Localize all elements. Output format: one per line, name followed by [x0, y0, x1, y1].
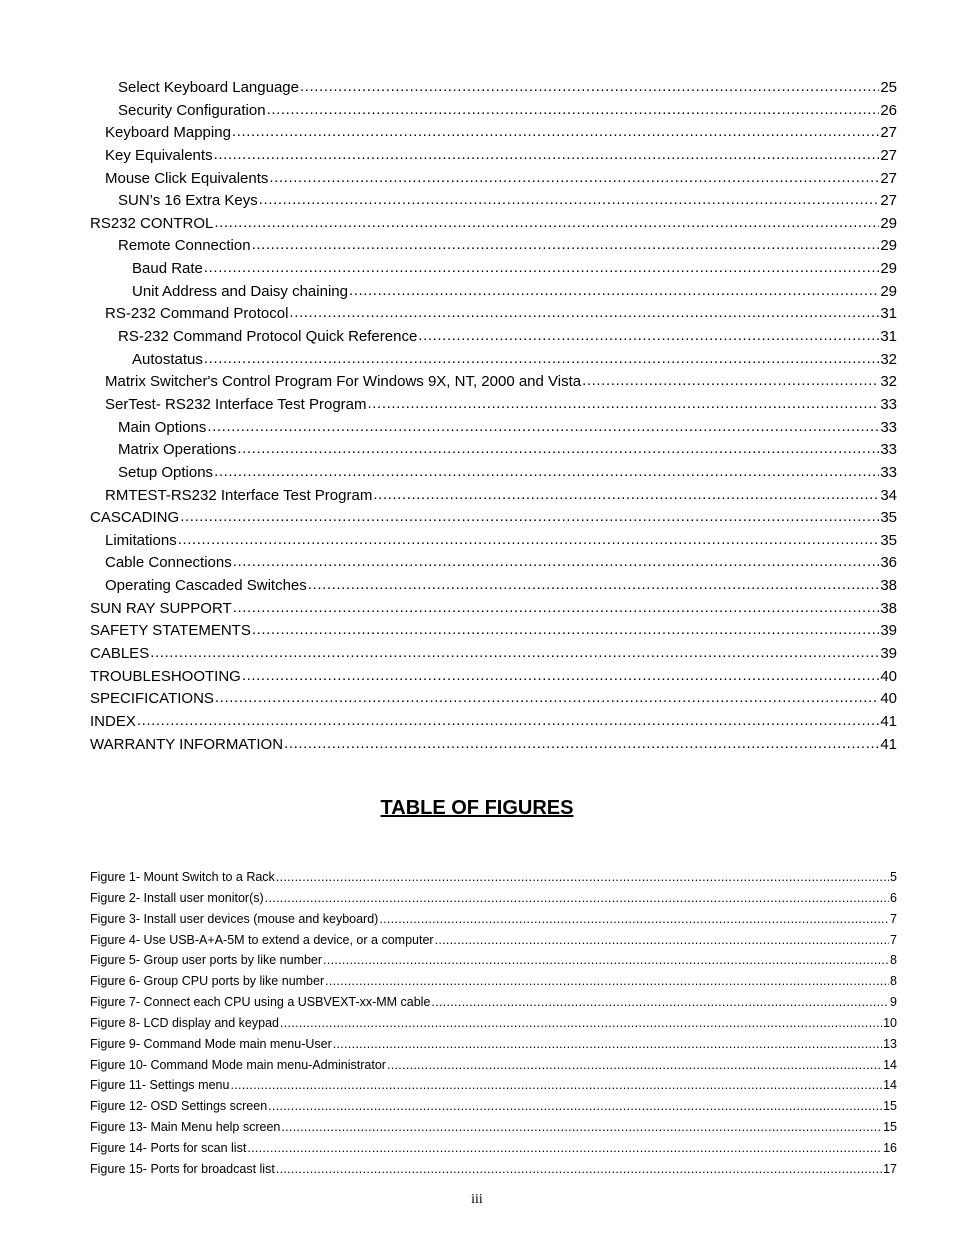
figure-entry-page: 16 [883, 1140, 897, 1155]
toc-entry-page: 40 [880, 690, 897, 708]
toc-entry-label: Select Keyboard Language [118, 79, 299, 96]
toc-entry-label: Matrix Operations [118, 441, 237, 459]
toc-entry[interactable] [90, 643, 897, 666]
toc-entry-page: 26 [880, 101, 897, 119]
toc-entry-label: Key Equivalents [105, 146, 213, 164]
dot-leader [325, 971, 889, 992]
dot-leader [269, 167, 879, 190]
figure-entry-page: 8 [890, 974, 897, 989]
figure-entry-page: 14 [883, 1078, 897, 1093]
figure-entry-page: 5 [890, 870, 897, 884]
toc-entry-page: 41 [880, 735, 897, 753]
toc-entry-page: 33 [880, 418, 897, 436]
figure-entry-page: 13 [883, 1036, 897, 1051]
dot-leader [207, 416, 879, 439]
dot-leader [368, 393, 880, 416]
figure-entry[interactable] [90, 950, 897, 971]
dot-leader [265, 888, 889, 909]
dot-leader [230, 1075, 882, 1096]
dot-leader [349, 280, 879, 303]
toc-entry-page: 31 [880, 328, 897, 346]
toc-entry[interactable] [90, 235, 897, 258]
toc-entry[interactable] [90, 417, 897, 440]
toc-entry[interactable] [90, 258, 897, 281]
toc-entry-page: 36 [880, 554, 897, 572]
toc-entry-page: 33 [880, 395, 897, 413]
dot-leader [379, 909, 889, 930]
toc-entry-page: 33 [880, 463, 897, 481]
figure-entry-label: Figure 6- Group CPU ports by like number [90, 974, 325, 989]
figure-entry-label: Figure 4- Use USB-A+A-5M to extend a device, or a computer [90, 932, 434, 947]
toc-entry-page: 34 [880, 486, 897, 504]
toc-entry-page: 41 [880, 712, 897, 730]
dot-leader [233, 597, 880, 620]
toc-entry-page: 27 [880, 169, 897, 187]
dot-leader [431, 992, 889, 1013]
toc-entry[interactable] [90, 303, 897, 326]
dot-leader [150, 642, 879, 665]
toc-entry[interactable] [90, 349, 897, 372]
toc-entry[interactable] [90, 145, 897, 168]
toc-entry-label: Matrix Switcher's Control Program For Windows 9X, NT, 2000 and Vista [105, 373, 582, 391]
toc-entry-label: Autostatus [132, 350, 203, 368]
figure-entry-label: Figure 13- Main Menu help screen [90, 1120, 281, 1135]
figure-entry-page: 7 [890, 911, 897, 926]
toc-entry-label: CASCADING [90, 509, 180, 527]
toc-entry-page: 27 [880, 146, 897, 164]
figure-entry[interactable] [90, 888, 897, 909]
toc-entry[interactable] [90, 168, 897, 191]
figure-entry-label: Figure 12- OSD Settings screen [90, 1099, 268, 1114]
figure-entry-page: 8 [890, 953, 897, 968]
dot-leader [214, 212, 879, 235]
toc-entry-label: Cable Connections [105, 554, 232, 572]
dot-leader [276, 867, 889, 888]
dot-leader [582, 370, 879, 393]
toc-entry-label: Security Configuration [118, 101, 266, 119]
toc-entry-label: Setup Options [118, 463, 214, 481]
dot-leader [333, 1034, 882, 1055]
figure-entry-label: Figure 8- LCD display and keypad [90, 1015, 279, 1030]
toc-entry-page: 27 [880, 124, 897, 142]
toc-entry-page: 39 [880, 622, 897, 640]
dot-leader [214, 461, 879, 484]
figure-entry[interactable] [90, 930, 897, 951]
toc-entry-label: Operating Cascaded Switches [105, 577, 307, 595]
figure-entry[interactable] [90, 867, 897, 888]
dot-leader [373, 484, 879, 507]
toc-entry[interactable] [90, 598, 897, 621]
toc-entry-page: 32 [880, 350, 897, 368]
toc-entry[interactable] [90, 394, 897, 417]
toc-entry[interactable] [90, 666, 897, 689]
toc-entry-label: RMTEST-RS232 Interface Test Program [105, 486, 373, 504]
toc-entry[interactable] [90, 575, 897, 598]
figure-entry-page: 17 [883, 1161, 897, 1176]
dot-leader [215, 687, 879, 710]
figure-entry[interactable] [90, 1117, 897, 1138]
toc-entry-label: Main Options [118, 418, 207, 436]
toc-entry[interactable] [90, 122, 897, 145]
toc-entry[interactable] [90, 552, 897, 575]
toc-entry-label: SUN’s 16 Extra Keys [118, 192, 258, 210]
dot-leader [289, 302, 879, 325]
figure-entry-page: 15 [883, 1099, 897, 1114]
toc-entry[interactable] [90, 326, 897, 349]
dot-leader [267, 99, 880, 122]
figure-entry-page: 15 [883, 1120, 897, 1135]
table-of-figures [90, 867, 897, 1180]
figure-entry[interactable] [90, 1055, 897, 1076]
toc-entry-label: TROUBLESHOOTING [90, 667, 241, 685]
toc-entry-label: Mouse Click Equivalents [105, 169, 269, 187]
table-of-contents [90, 77, 897, 756]
toc-entry[interactable] [90, 485, 897, 508]
toc-entry[interactable] [90, 213, 897, 236]
toc-entry[interactable] [90, 507, 897, 530]
toc-entry[interactable] [90, 371, 897, 394]
toc-entry[interactable] [90, 281, 897, 304]
dot-leader [259, 189, 880, 212]
toc-entry-label: RS-232 Command Protocol Quick Reference [118, 328, 418, 346]
toc-entry-label: CABLES [90, 645, 150, 663]
dot-leader [308, 574, 880, 597]
toc-entry[interactable] [90, 688, 897, 711]
dot-leader [284, 733, 879, 756]
toc-entry-page: 35 [880, 531, 897, 549]
dot-leader [387, 1055, 882, 1076]
dot-leader [252, 234, 880, 257]
dot-leader [281, 1117, 882, 1138]
toc-entry-label: Limitations [105, 531, 177, 549]
toc-entry-page: 29 [880, 282, 897, 300]
toc-entry-label: SAFETY STATEMENTS [90, 622, 251, 640]
dot-leader [237, 438, 879, 461]
toc-entry-page: 29 [880, 214, 897, 232]
toc-entry[interactable] [90, 734, 897, 757]
figure-entry-label: Figure 1- Mount Switch to a Rack [90, 870, 275, 884]
dot-leader [178, 529, 880, 552]
figures-heading: TABLE OF FIGURES [380, 797, 574, 819]
toc-entry-page: 29 [880, 260, 897, 278]
figure-entry-page: 6 [890, 890, 897, 905]
figure-entry-label: Figure 5- Group user ports by like number [90, 953, 323, 968]
dot-leader [137, 710, 879, 733]
figure-entry-label: Figure 3- Install user devices (mouse and keyboard) [90, 911, 379, 926]
toc-entry-label: RS-232 Command Protocol [105, 305, 289, 323]
toc-entry[interactable] [90, 462, 897, 485]
dot-leader [280, 1013, 882, 1034]
toc-entry-label: Baud Rate [132, 260, 203, 278]
dot-leader [323, 950, 889, 971]
toc-entry-label: SUN RAY SUPPORT [90, 599, 232, 617]
figure-entry-page: 10 [883, 1015, 897, 1030]
figure-entry[interactable] [90, 1096, 897, 1117]
dot-leader [233, 551, 880, 574]
dot-leader [418, 325, 879, 348]
toc-entry[interactable] [90, 190, 897, 213]
figure-entry-label: Figure 2- Install user monitor(s) [90, 890, 264, 905]
toc-entry-label: SerTest- RS232 Interface Test Program [105, 395, 367, 413]
figure-entry-label: Figure 7- Connect each CPU using a USBVEXT-xx-MM cable [90, 995, 431, 1010]
dot-leader [435, 930, 889, 951]
dot-leader [214, 144, 880, 167]
figure-entry-label: Figure 9- Command Mode main menu-User [90, 1036, 332, 1051]
dot-leader [180, 506, 879, 529]
toc-entry-page: 35 [880, 509, 897, 527]
toc-entry-page: 25 [880, 79, 897, 96]
toc-entry-page: 33 [880, 441, 897, 459]
toc-entry-page: 27 [880, 192, 897, 210]
toc-entry-page: 39 [880, 645, 897, 663]
figure-entry[interactable] [90, 1034, 897, 1055]
toc-entry-label: Unit Address and Daisy chaining [132, 282, 348, 300]
figure-entry[interactable] [90, 1013, 897, 1034]
toc-entry-page: 38 [880, 599, 897, 617]
figure-entry[interactable] [90, 1159, 897, 1180]
page-number: iii [471, 1192, 483, 1207]
dot-leader [204, 348, 879, 371]
toc-entry[interactable] [90, 77, 897, 100]
toc-entry-label: Remote Connection [118, 237, 251, 255]
figure-entry[interactable] [90, 1075, 897, 1096]
figure-entry[interactable] [90, 1138, 897, 1159]
figure-entry-page: 14 [883, 1057, 897, 1072]
figure-entry-page: 7 [890, 932, 897, 947]
toc-entry-page: 29 [880, 237, 897, 255]
figure-entry[interactable] [90, 992, 897, 1013]
dot-leader [268, 1096, 882, 1117]
dot-leader [252, 619, 879, 642]
toc-entry-page: 32 [880, 373, 897, 391]
dot-leader [242, 665, 879, 688]
toc-entry[interactable] [90, 711, 897, 734]
toc-entry-page: 38 [880, 577, 897, 595]
toc-entry-page: 31 [880, 305, 897, 323]
figure-entry[interactable] [90, 909, 897, 930]
toc-entry-label: Keyboard Mapping [105, 124, 231, 142]
dot-leader [247, 1138, 882, 1159]
figure-entry-label: Figure 10- Command Mode main menu-Administrator [90, 1057, 386, 1072]
dot-leader [276, 1159, 882, 1180]
toc-entry-label: INDEX [90, 712, 136, 730]
toc-entry-label: WARRANTY INFORMATION [90, 735, 284, 753]
toc-entry[interactable] [90, 100, 897, 123]
toc-entry[interactable] [90, 439, 897, 462]
figure-entry-label: Figure 11- Settings menu [90, 1078, 230, 1093]
toc-entry[interactable] [90, 620, 897, 643]
figure-entry-label: Figure 14- Ports for scan list [90, 1140, 247, 1155]
toc-entry[interactable] [90, 530, 897, 553]
figure-entry-page: 9 [890, 995, 897, 1010]
figure-entry[interactable] [90, 971, 897, 992]
dot-leader [300, 76, 879, 99]
dot-leader [204, 257, 879, 280]
figure-entry-label: Figure 15- Ports for broadcast list [90, 1161, 275, 1176]
toc-entry-label: SPECIFICATIONS [90, 690, 214, 708]
dot-leader [232, 121, 879, 144]
toc-entry-page: 40 [880, 667, 897, 685]
toc-entry-label: RS232 CONTROL [90, 214, 214, 232]
